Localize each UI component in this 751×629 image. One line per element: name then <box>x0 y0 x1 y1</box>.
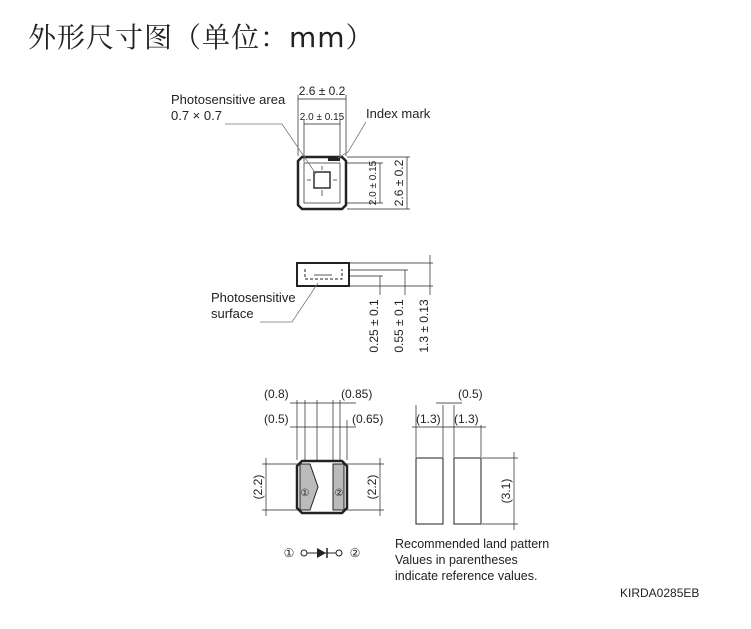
land-note-line2: Values in parentheses <box>395 553 518 567</box>
side-view-hidden-cavity <box>305 269 342 279</box>
pad-2-label: ② <box>334 488 344 499</box>
land-dim-gap: (0.5) <box>458 387 483 401</box>
bottom-dim-0-8: (0.8) <box>264 387 289 401</box>
pad-1-anode <box>300 464 318 510</box>
bottom-view <box>251 387 384 516</box>
land-dim-right-width: (1.3) <box>454 412 479 426</box>
photosensitive-area-leader <box>225 124 316 174</box>
top-height-outer-dim: 2.6 ± 0.2 <box>392 159 406 207</box>
page-title: 外形尺寸图（单位：mm） <box>28 21 375 54</box>
bottom-dim-0-65: (0.65) <box>352 412 384 426</box>
photosensitive-area <box>314 172 330 188</box>
side-view <box>211 255 433 353</box>
land-dim-height: (3.1) <box>499 478 513 504</box>
photosensitive-area-size: 0.7 × 0.7 <box>171 108 222 123</box>
top-height-inner-dim: 2.0 ± 0.15 <box>368 160 379 206</box>
photosensitive-surface-label-line2: surface <box>211 306 254 321</box>
bottom-dim-0-5: (0.5) <box>264 412 289 426</box>
land-pattern <box>395 387 549 583</box>
photosensitive-area-label: Photosensitive area <box>171 92 286 107</box>
drawing-code: KIRDA0285EB <box>620 586 700 600</box>
side-dim-0-55: 0.55 ± 0.1 <box>392 299 406 353</box>
index-mark-label: Index mark <box>366 106 431 121</box>
top-width-inner-dim: 2.0 ± 0.15 <box>299 112 345 123</box>
pad-1-label: ① <box>300 488 310 499</box>
land-dim-left-width: (1.3) <box>416 412 441 426</box>
index-mark <box>328 158 340 161</box>
schematic-pin-2: ② <box>349 546 361 560</box>
land-right <box>454 458 481 524</box>
pad-2-cathode <box>333 464 344 510</box>
top-view <box>171 84 431 209</box>
bottom-dim-0-85: (0.85) <box>341 387 373 401</box>
top-width-outer-dim: 2.6 ± 0.2 <box>298 84 346 98</box>
side-dim-1-3: 1.3 ± 0.13 <box>417 299 431 353</box>
land-note-line1: Recommended land pattern <box>395 537 550 551</box>
bottom-dim-right-2-2: (2.2) <box>365 474 379 500</box>
diode-schematic <box>284 546 361 560</box>
top-view-package-outline <box>298 157 346 209</box>
diode-symbol-icon <box>317 548 326 558</box>
photosensitive-surface-label-line1: Photosensitive <box>211 290 296 305</box>
index-mark-leader <box>338 122 366 158</box>
land-left <box>416 458 443 524</box>
side-dim-0-25: 0.25 ± 0.1 <box>367 299 381 353</box>
bottom-dim-left-2-2: (2.2) <box>251 474 265 500</box>
land-note-line3: indicate reference values. <box>395 569 538 583</box>
schematic-pin-1: ① <box>283 546 295 560</box>
